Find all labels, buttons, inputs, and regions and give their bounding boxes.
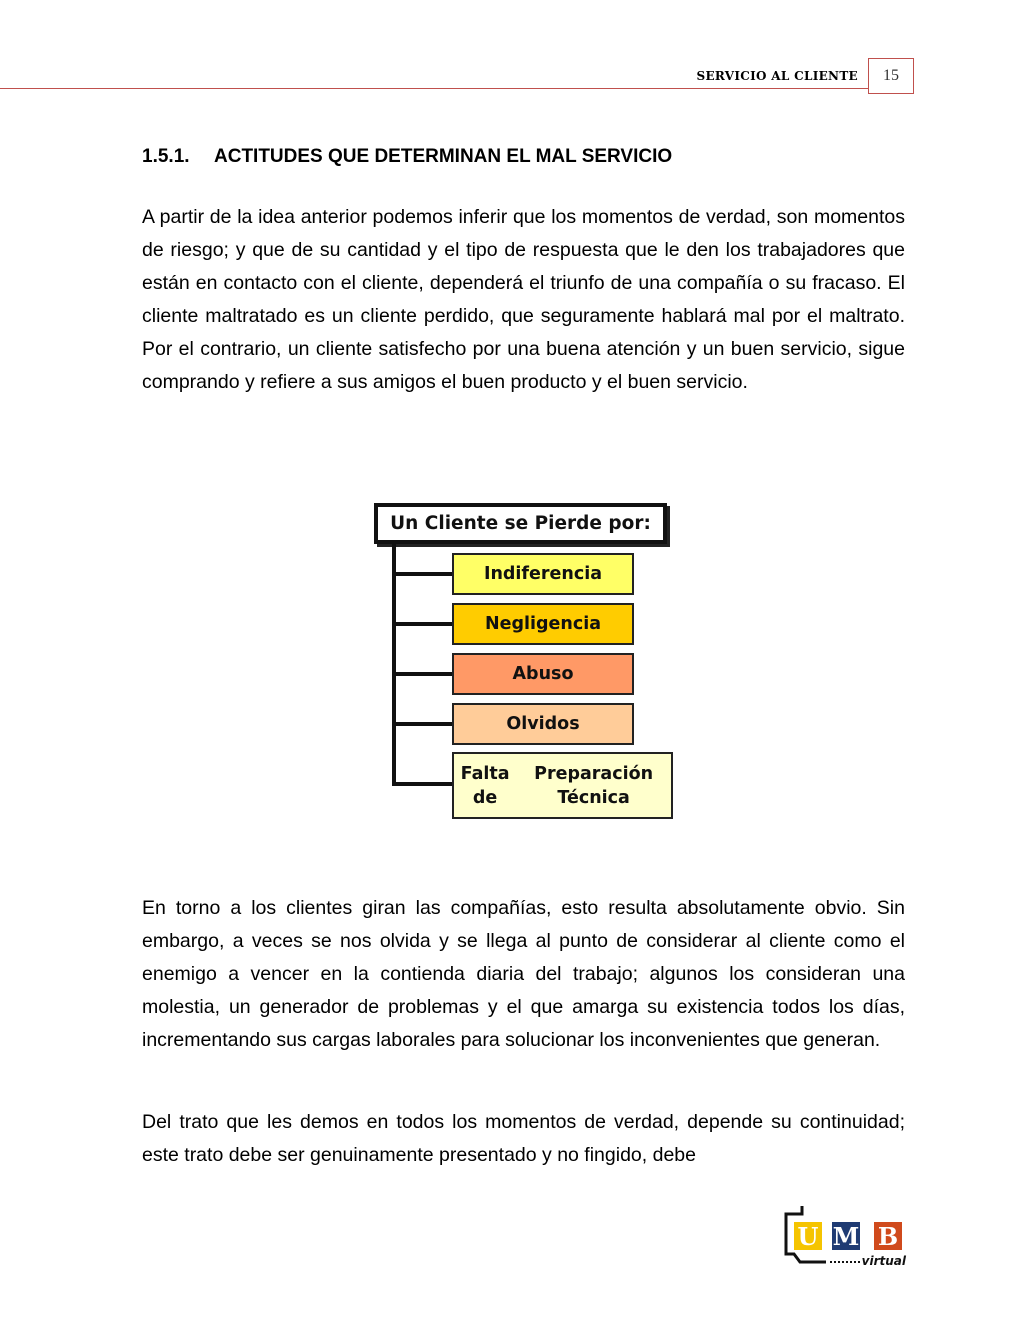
section-number: 1.5.1. xyxy=(142,146,190,167)
diagram-branch-line xyxy=(392,722,452,726)
paragraph-2: En torno a los clientes giran las compañías, esto resulta absolutamente obvio. Sin embargo, a veces se nos olvida y se llega al punto de considerar al cliente como el enemigo a vencer en la contienda diaria del trabajo; algunos los consideran una molestia, un generador de problemas y el que amarga su existencia todos los días, incrementando sus cargas laborales para solucionar los inconvenientes que generan. xyxy=(142,897,905,1051)
header-rule xyxy=(0,88,869,89)
diagram-branch-line xyxy=(392,782,452,786)
umb-virtual-logo xyxy=(780,1204,908,1270)
diagram-item-abuso: Abuso xyxy=(452,653,634,695)
diagram-trunk-line xyxy=(392,544,396,784)
paragraph-1: A partir de la idea anterior podemos inferir que los momentos de verdad, son momentos de riesgo; y que de su cantidad y el tipo de respuesta que le den los trabajadores que están en contacto con el cliente, dependerá el triunfo de una compañía o su fracaso. El cliente maltratado es un cliente perdido, que seguramente hablará mal por el maltrato. Por el contrario, un cliente satisfecho por una buena atención y un buen servicio, sigue comprando y refiere a sus amigos el buen producto y el buen servicio. xyxy=(142,206,905,393)
logo-letter-m: M xyxy=(832,1222,860,1251)
diagram-item-falta-preparacion: Falta de Preparación Técnica xyxy=(452,752,673,819)
logo-subtitle: virtual xyxy=(861,1254,906,1268)
diagram-branch-line xyxy=(392,672,452,676)
diagram-item-indiferencia: Indiferencia xyxy=(452,553,634,595)
paragraph-3: Del trato que les demos en todos los momentos de verdad, depende su continuidad; este trato debe ser genuinamente presentado y no fingido, debe xyxy=(142,1111,905,1166)
diagram-branch-line xyxy=(392,622,452,626)
section-title: ACTITUDES QUE DETERMINAN EL MAL SERVICIO xyxy=(214,146,673,167)
diagram-title: Un Cliente se Pierde por: xyxy=(374,503,667,544)
logo-letter-b: B xyxy=(877,1222,899,1251)
section-heading xyxy=(142,146,672,168)
diagram-branch-line xyxy=(392,572,452,576)
diagram-item-olvidos: Olvidos xyxy=(452,703,634,745)
diagram-item-negligencia: Negligencia xyxy=(452,603,634,645)
page-number: 15 xyxy=(868,58,914,94)
running-header: SERVICIO AL CLIENTE xyxy=(696,69,858,83)
logo-letter-u: U xyxy=(797,1222,819,1251)
